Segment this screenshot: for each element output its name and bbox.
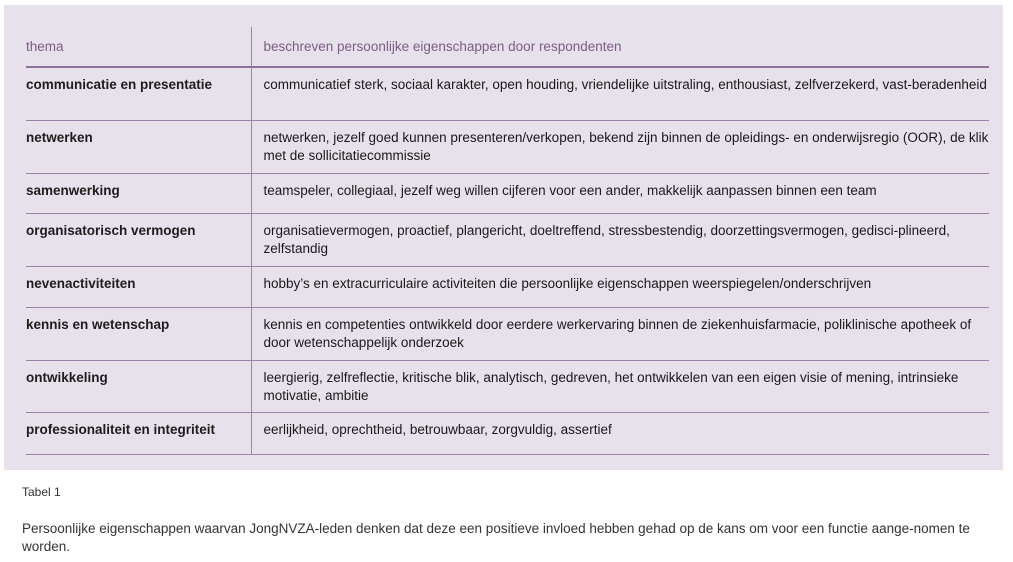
table-row [26, 120, 989, 173]
description-cell: communicatief sterk, sociaal karakter, open houding, vriendelijke uitstraling, enthousiast, zelfverzekerd, vast-beradenheid [251, 67, 989, 120]
description-cell: hobby’s en extracurriculaire activiteiten die persoonlijke eigenschappen weerspiegelen/onderschrijven [251, 266, 989, 307]
theme-cell: nevenactiviteiten [26, 266, 251, 307]
table-row [26, 67, 989, 120]
table-row [26, 213, 989, 266]
theme-cell: netwerken [26, 120, 251, 173]
theme-cell: communicatie en presentatie [26, 67, 251, 120]
table-panel [4, 5, 1003, 470]
caption-text: Persoonlijke eigenschappen waarvan JongNVZA-leden denken dat deze een positieve invloed hebben gehad op de kans om voor een functie aange-nomen te worden. [22, 521, 970, 554]
theme-cell: kennis en wetenschap [26, 307, 251, 360]
description-cell: eerlijkheid, oprechtheid, betrouwbaar, zorgvuldig, assertief [251, 412, 989, 454]
table-row [26, 360, 989, 412]
table-header-row [26, 27, 989, 67]
description-cell: leergierig, zelfreflectie, kritische blik, analytisch, gedreven, het ontwikkelen van een eigen visie of mening, intrinsieke motivatie, ambitie [251, 360, 989, 412]
table-row [26, 412, 989, 454]
description-cell: organisatievermogen, proactief, plangericht, doeltreffend, stressbestendig, doorzettingsvermogen, gedisci-plineerd, zelfstandig [251, 213, 989, 266]
description-cell: teamspeler, collegiaal, jezelf weg willen cijferen voor een ander, makkelijk aanpassen binnen een team [251, 173, 989, 213]
theme-cell: ontwikkeling [26, 360, 251, 412]
theme-cell: professionaliteit en integriteit [26, 412, 251, 454]
table-row [26, 307, 989, 360]
description-cell: kennis en competenties ontwikkeld door eerdere werkervaring binnen de ziekenhuisfarmacie, poliklinische apotheek of door wetenschappelijk onderzoek [251, 307, 989, 360]
table-row [26, 173, 989, 213]
theme-cell: samenwerking [26, 173, 251, 213]
properties-table [26, 27, 989, 455]
table-row [26, 266, 989, 307]
header-description: beschreven persoonlijke eigenschappen door respondenten [251, 27, 989, 67]
description-cell: netwerken, jezelf goed kunnen presenteren/verkopen, bekend zijn binnen de opleidings- en onderwijsregio (OOR), de klik met de sollicitatiecommissie [251, 120, 989, 173]
theme-cell: organisatorisch vermogen [26, 213, 251, 266]
header-theme: thema [26, 27, 251, 67]
caption-label: Tabel 1 [22, 485, 61, 499]
